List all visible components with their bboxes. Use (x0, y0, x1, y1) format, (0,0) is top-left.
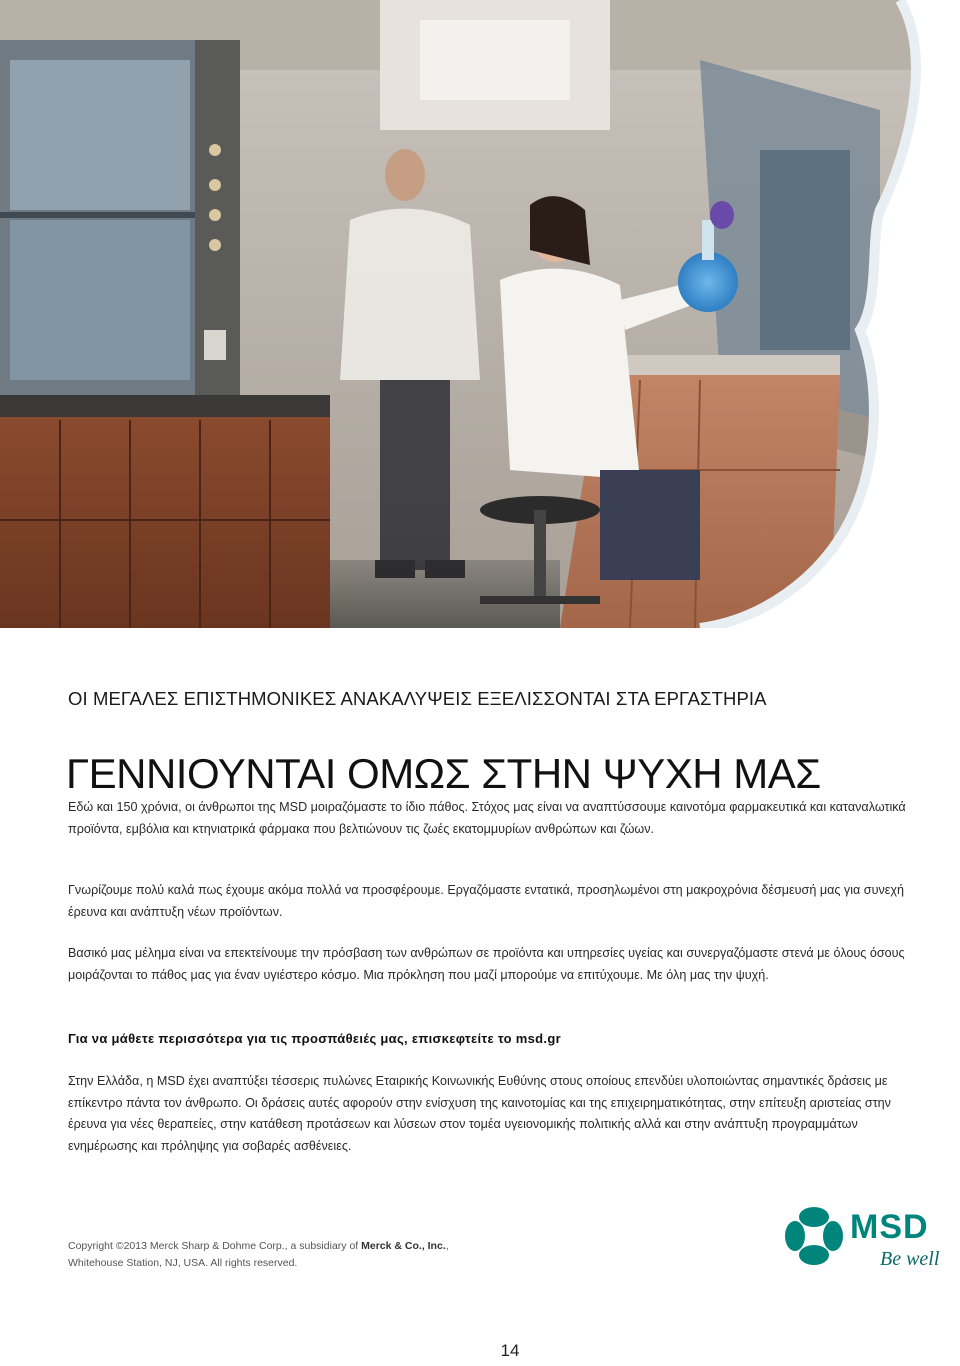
laboratory-photo (0, 0, 960, 628)
copyright-notice (68, 1238, 449, 1272)
page-subtitle: ΟΙ ΜΕΓΑΛΕΣ ΕΠΙΣΤΗΜΟΝΙΚΕΣ ΑΝΑΚΑΛΥΨΕΙΣ ΕΞΕΛΙΣΣΟΝΤΑΙ ΣΤΑ ΕΡΓΑΣΤΗΡΙΑ (68, 688, 767, 709)
logo-tagline: Be well (880, 1248, 940, 1270)
copyright-line-1: Copyright ©2013 Merck Sharp & Dohme Corp., a subsidiary of Merck & Co., Inc., (68, 1240, 449, 1252)
paragraph-commitment: Γνωρίζουμε πολύ καλά πως έχουμε ακόμα πολλά να προσφέρουμε. Εργαζόμαστε εντατικά, προσηλωμένοι στη μακροχρόνια δέσμευσή μας για συνεχή έρευνα και ανάπτυξη νέων προϊόντων. (68, 883, 904, 919)
call-to-action: Για να μάθετε περισσότερα για τις προσπάθειές μας, επισκεφτείτε το msd.gr (68, 1031, 561, 1046)
logo-wordmark: MSD (850, 1208, 929, 1246)
page-title: ΓΕΝΝΙΟΥΝΤΑΙ ΟΜΩΣ ΣΤΗΝ ΨΥΧΗ ΜΑΣ (66, 750, 821, 798)
msd-logo-icon (782, 1204, 846, 1268)
paragraph-csr: Στην Ελλάδα, η MSD έχει αναπτύξει τέσσερις πυλώνες Εταιρικής Κοινωνικής Ευθύνης στους οποίους επενδύει υλοποιώντας σημαντικές δράσεις με επίκεντρο πάντα τον άνθρωπο. Οι δράσεις αυτές αφορούν στην ενίσχυση της καινοτομίας και της επιχειρηματικότητας, στην επίτευξη αριστείας στην έρευνα για νέες θεραπείες, στην κατάθεση προτάσεων και λύσεων στον τομέα υγειονομικής πολιτικής αλλά και στην ανάπτυξη προγραμμάτων ενημέρωσης και πρόληψης για σοβαρές ασθένειες. (68, 1074, 891, 1153)
paragraph-access: Βασικό μας μέλημα είναι να επεκτείνουμε την πρόσβαση των ανθρώπων σε προϊόντα και υπηρεσίες υγείας και συνεργαζόμαστε στενά με όλους όσους μοιράζονται το πάθος μας για έναν υγιέστερο κόσμο. Μια πρόκληση που μαζί μπορούμε να επιτύχουμε. Με όλη μας την ψυχή. (68, 946, 905, 982)
company-name: Merck & Co., Inc. (361, 1240, 446, 1252)
copyright-line-2: Whitehouse Station, NJ, USA. All rights reserved. (68, 1257, 298, 1269)
paragraph-intro: Εδώ και 150 χρόνια, οι άνθρωποι της MSD μοιραζόμαστε το ίδιο πάθος. Στόχος μας είναι να αναπτύσσουμε καινοτόμα φαρμακευτικά και καταναλωτικά προϊόντα, εμβόλια και κτηνιατρικά φάρμακα που βελτιώνουν τις ζωές εκατομμυρίων ανθρώπων και ζώων. (68, 800, 906, 836)
msd-logo (782, 1200, 960, 1280)
page-number: 14 (500, 1341, 520, 1360)
